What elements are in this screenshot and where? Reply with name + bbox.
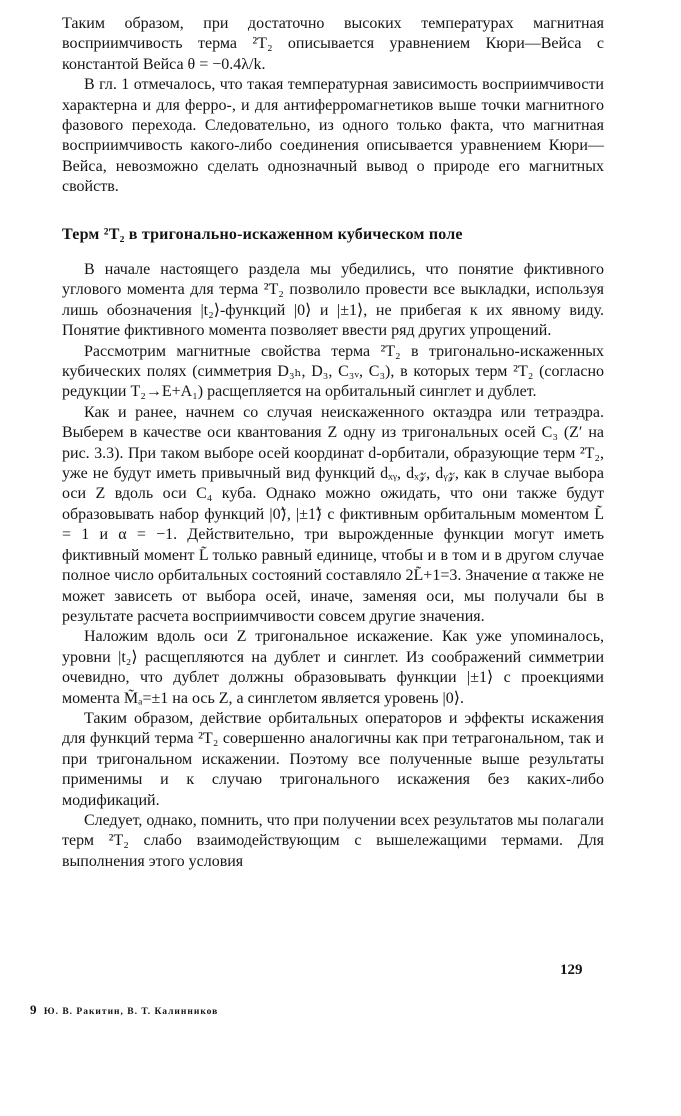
signature-number: 9 bbox=[30, 1002, 37, 1017]
main-text-block bbox=[62, 260, 604, 872]
top-text-block bbox=[62, 14, 604, 198]
page-number: 129 bbox=[560, 962, 583, 978]
paragraph-5: Как и ранее, начнем со случая неискаженного октаэдра или тетраэдра. Выберем в качестве оси квантования Z одну из тригональных осей C₃ (Z′ на рис. 3.3). При таком выборе осей координат d-орбитали, образующие терм ²T₂, уже не будут иметь привычный вид функций dₓᵧ, dₓ𝓏, dᵧ𝓏, как в случае выбора оси Z вдоль оси C₄ куба. Однако можно ожидать, что они также будут образовывать набор функций |0̃⟩, |±1̃⟩ с фиктивным орбитальным моментом L̃ = 1 и α = −1. Действительно, три вырожденные функции могут иметь фиктивный момент L̃ только равный единице, чтобы и в том и в другом случае полное число орбитальных состояний составляло 2L̃+1=3. Значение α также не может зависеть от выбора осей, иначе, заменяя оси, мы получали бы в результате расчета восприимчивости совсем другие значения. bbox=[62, 403, 604, 625]
paragraph-6: Наложим вдоль оси Z тригональное искажение. Как уже упоминалось, уровни |t₂⟩ расщепляются на дублет и синглет. Из соображений симметрии очевидно, что дублет должны образовывать функции |±1⟩ с проекциями момента M̃ₐ=±1 на ось Z, а синглетом является уровень |0⟩. bbox=[62, 628, 604, 707]
paragraph-8: Следует, однако, помнить, что при получении всех результатов мы полагали терм ²T₂ слабо взаимодействующим с вышележащими термами. Для выполнения этого условия bbox=[62, 811, 604, 870]
footer-authors: Ю. В. Ракитин, В. Т. Калинников bbox=[43, 1007, 219, 1017]
paragraph-2: В гл. 1 отмечалось, что такая температурная зависимость восприимчивости характерна и для ферро-, и для антиферромагнетиков выше точки магнитного фазового перехода. Следовательно, из одного только факта, что магнитная восприимчивость какого-либо соединения описывается уравнением Кюри—Вейса, невозможно сделать однозначный вывод о природе его магнитных свойств. bbox=[62, 76, 604, 196]
paragraph-7: Таким образом, действие орбитальных операторов и эффекты искажения для функций терма ²T₂ совершенно аналогичны как при тетрагональном, так и при тригональном искажении. Поэтому все полученные выше результаты применимы и к случаю тригонального искажения без каких-либо модификаций. bbox=[62, 709, 604, 809]
footer-signature bbox=[30, 1002, 218, 1018]
paragraph-4: Рассмотрим магнитные свойства терма ²T₂ в тригонально-искаженных кубических полях (симметрия D₃ₕ, D₃, C₃ᵥ, C₃), в которых терм ²T₂ (согласно редукции T₂→E+A₁) расщепляется на орбитальный синглет и дублет. bbox=[62, 342, 604, 401]
paragraph-3: В начале настоящего раздела мы убедились, что понятие фиктивного углового момента для терма ²T₂ позволило провести все выкладки, используя лишь обозначения |t₂⟩-функций |0⟩ и |±1⟩, не прибегая к их явному виду. Понятие фиктивного момента позволяет ввести ряд других упрощений. bbox=[62, 261, 604, 340]
paragraph-1: Таким образом, при достаточно высоких температурах магнитная восприимчивость терма ²T₂ описывается уравнением Кюри—Вейса с константой Вейса θ = −0.4λ/k. bbox=[62, 15, 604, 73]
section-heading: Терм ²T₂ в тригонально-искаженном кубическом поле bbox=[62, 226, 463, 243]
